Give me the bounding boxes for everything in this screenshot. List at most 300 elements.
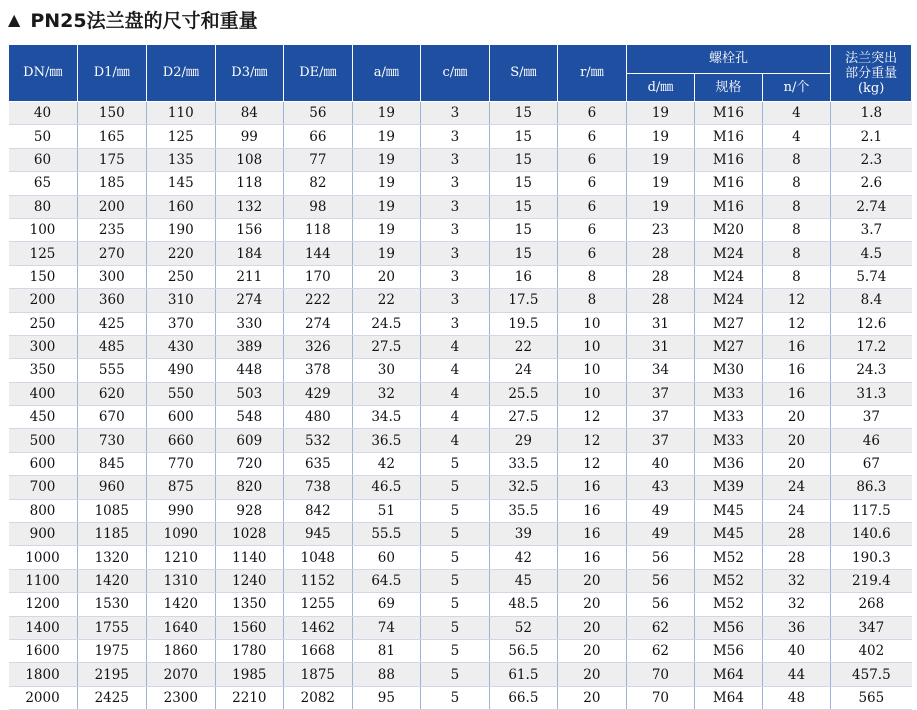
table-row (9, 335, 912, 358)
table-cell: 118 (215, 172, 284, 195)
table-cell: M56 (695, 639, 763, 662)
table-cell: 2195 (77, 663, 147, 686)
table-cell: 310 (147, 289, 216, 312)
table-row (9, 265, 912, 288)
table-cell: 600 (147, 406, 216, 429)
table-cell: 19.5 (489, 312, 558, 335)
table-cell: 1100 (9, 569, 78, 592)
table-cell: 5 (421, 499, 490, 522)
table-cell: 2000 (9, 686, 78, 709)
table-cell: 45 (489, 569, 558, 592)
table-cell: 200 (9, 289, 78, 312)
table-cell: 49 (626, 523, 695, 546)
table-cell: M24 (695, 242, 763, 265)
table-cell: 2.1 (831, 125, 912, 148)
table-cell: M24 (695, 265, 763, 288)
table-cell: 48 (762, 686, 831, 709)
table-cell: 36 (762, 616, 831, 639)
table-cell: 738 (284, 476, 353, 499)
table-cell: 8 (762, 172, 831, 195)
table-cell: 34.5 (352, 406, 421, 429)
table-cell: 10 (558, 382, 627, 405)
table-cell: 2.74 (831, 195, 912, 218)
table-cell: 945 (284, 523, 353, 546)
table-row (9, 546, 912, 569)
table-cell: M27 (695, 335, 763, 358)
table-cell: 4 (421, 335, 490, 358)
table-cell: 49 (626, 499, 695, 522)
table-cell: 200 (77, 195, 147, 218)
table-cell: 16 (558, 476, 627, 499)
table-cell: 1210 (147, 546, 216, 569)
table-cell: 16 (558, 499, 627, 522)
table-cell: 5 (421, 452, 490, 475)
table-cell: 144 (284, 242, 353, 265)
table-cell: M16 (695, 148, 763, 171)
table-cell: 2082 (284, 686, 353, 709)
table-cell: 31 (626, 335, 695, 358)
table-cell: 175 (77, 148, 147, 171)
table-cell: 360 (77, 289, 147, 312)
header-c: c/㎜ (421, 45, 490, 102)
table-row (9, 593, 912, 616)
table-cell: 51 (352, 499, 421, 522)
table-cell: 29 (489, 429, 558, 452)
table-cell: 55.5 (352, 523, 421, 546)
table-cell: 60 (352, 546, 421, 569)
table-cell: 268 (831, 593, 912, 616)
table-cell: 6 (558, 125, 627, 148)
table-cell: 609 (215, 429, 284, 452)
table-cell: 1462 (284, 616, 353, 639)
table-cell: 550 (147, 382, 216, 405)
table-cell: 32.5 (489, 476, 558, 499)
table-cell: 60 (9, 148, 78, 171)
table-cell: 1085 (77, 499, 147, 522)
table-cell: 8 (762, 265, 831, 288)
page-title (8, 6, 258, 32)
table-cell: 20 (762, 429, 831, 452)
table-cell: 5 (421, 686, 490, 709)
table-cell: 8.4 (831, 289, 912, 312)
header-weight-line2: 部分重量 (845, 65, 898, 81)
table-cell: 235 (77, 218, 147, 241)
table-cell: 32 (352, 382, 421, 405)
table-cell: 24 (762, 499, 831, 522)
table-cell: 3 (421, 125, 490, 148)
table-cell: 16 (558, 523, 627, 546)
table-cell: 145 (147, 172, 216, 195)
table-cell: 5 (421, 616, 490, 639)
table-cell: 1875 (284, 663, 353, 686)
table-cell: 720 (215, 452, 284, 475)
table-cell: 4 (421, 406, 490, 429)
table-cell: M27 (695, 312, 763, 335)
table-cell: 74 (352, 616, 421, 639)
triangle-icon: ▲ (8, 9, 21, 29)
table-cell: 81 (352, 639, 421, 662)
table-cell: 15 (489, 218, 558, 241)
table-cell: 670 (77, 406, 147, 429)
table-cell: 56 (626, 546, 695, 569)
table-cell: 274 (284, 312, 353, 335)
table-cell: 12 (762, 312, 831, 335)
table-cell: 24.3 (831, 359, 912, 382)
table-cell: 56 (284, 102, 353, 125)
table-cell: 17.2 (831, 335, 912, 358)
table-cell: 1000 (9, 546, 78, 569)
table-cell: M52 (695, 569, 763, 592)
table-cell: 250 (147, 265, 216, 288)
table-cell: 16 (558, 546, 627, 569)
table-cell: 389 (215, 335, 284, 358)
table-cell: 16 (762, 382, 831, 405)
table-cell: 211 (215, 265, 284, 288)
header-weight (831, 45, 912, 102)
table-cell: 48.5 (489, 593, 558, 616)
table-cell: 19 (352, 172, 421, 195)
table-cell: M16 (695, 125, 763, 148)
header-s: S/㎜ (489, 45, 558, 102)
table-cell: 3 (421, 312, 490, 335)
table-cell: 1420 (147, 593, 216, 616)
table-cell: 25.5 (489, 382, 558, 405)
table-cell: 22 (352, 289, 421, 312)
table-cell: 1860 (147, 639, 216, 662)
table-cell: 5 (421, 546, 490, 569)
table-cell: 503 (215, 382, 284, 405)
table-cell: 222 (284, 289, 353, 312)
table-cell: 16 (762, 359, 831, 382)
table-cell: 44 (762, 663, 831, 686)
table-cell: 1200 (9, 593, 78, 616)
table-cell: 8 (558, 289, 627, 312)
table-cell: 28 (626, 265, 695, 288)
table-cell: 110 (147, 102, 216, 125)
header-d3: D3/㎜ (215, 45, 284, 102)
table-cell: 50 (9, 125, 78, 148)
table-cell: 135 (147, 148, 216, 171)
header-de: DE/㎜ (284, 45, 353, 102)
table-cell: 485 (77, 335, 147, 358)
header-r: r/㎜ (558, 45, 627, 102)
table-cell: 480 (284, 406, 353, 429)
table-cell: M16 (695, 195, 763, 218)
table-row (9, 523, 912, 546)
table-cell: 1320 (77, 546, 147, 569)
table-cell: 400 (9, 382, 78, 405)
table-cell: 15 (489, 148, 558, 171)
table-cell: M33 (695, 429, 763, 452)
table-cell: 2070 (147, 663, 216, 686)
table-cell: 1400 (9, 616, 78, 639)
header-weight-line1: 法兰突出 (845, 50, 898, 66)
table-cell: 62 (626, 616, 695, 639)
header-bolt-group: 螺栓孔 (626, 45, 831, 74)
table-row (9, 686, 912, 709)
table-cell: 800 (9, 499, 78, 522)
table-cell: 32 (762, 569, 831, 592)
table-cell: 928 (215, 499, 284, 522)
table-cell: 190.3 (831, 546, 912, 569)
table-cell: 1255 (284, 593, 353, 616)
table-cell: 12 (762, 289, 831, 312)
table-cell: 125 (147, 125, 216, 148)
table-cell: 20 (558, 663, 627, 686)
table-cell: 4 (762, 125, 831, 148)
table-cell: 20 (558, 593, 627, 616)
table-cell: 150 (77, 102, 147, 125)
table-cell: 19 (626, 172, 695, 195)
table-cell: 15 (489, 102, 558, 125)
table-cell: 548 (215, 406, 284, 429)
table-cell: 19 (352, 125, 421, 148)
table-cell: 4 (421, 382, 490, 405)
table-cell: 250 (9, 312, 78, 335)
table-row (9, 499, 912, 522)
table-cell: 37 (626, 382, 695, 405)
table-cell: 2.3 (831, 148, 912, 171)
table-cell: 2300 (147, 686, 216, 709)
table-cell: 1975 (77, 639, 147, 662)
table-cell: 490 (147, 359, 216, 382)
table-cell: 8 (558, 265, 627, 288)
table-cell: 42 (489, 546, 558, 569)
table-cell: M24 (695, 289, 763, 312)
table-cell: M20 (695, 218, 763, 241)
table-cell: 77 (284, 148, 353, 171)
table-cell: 46 (831, 429, 912, 452)
table-cell: 170 (284, 265, 353, 288)
table-cell: 15 (489, 172, 558, 195)
table-cell: 845 (77, 452, 147, 475)
table-row (9, 242, 912, 265)
table-cell: 19 (626, 148, 695, 171)
table-cell: 16 (762, 335, 831, 358)
table-cell: 555 (77, 359, 147, 382)
table-cell: 820 (215, 476, 284, 499)
table-cell: 770 (147, 452, 216, 475)
table-cell: 1560 (215, 616, 284, 639)
table-row (9, 616, 912, 639)
table-cell: 43 (626, 476, 695, 499)
header-weight-line3: (kg) (857, 80, 885, 96)
table-cell: M33 (695, 406, 763, 429)
table-cell: 27.5 (489, 406, 558, 429)
table-cell: 378 (284, 359, 353, 382)
table-cell: 3 (421, 102, 490, 125)
table-cell: 3 (421, 242, 490, 265)
table-cell: 118 (284, 218, 353, 241)
table-cell: 1028 (215, 523, 284, 546)
table-cell: 185 (77, 172, 147, 195)
table-cell: 429 (284, 382, 353, 405)
table-cell: 8 (762, 218, 831, 241)
header-bolt-spec: 规格 (695, 74, 763, 102)
table-cell: 448 (215, 359, 284, 382)
table-cell: 1048 (284, 546, 353, 569)
table-cell: 61.5 (489, 663, 558, 686)
table-row (9, 148, 912, 171)
table-cell: 425 (77, 312, 147, 335)
table-cell: 20 (762, 406, 831, 429)
table-cell: 24 (762, 476, 831, 499)
table-cell: 31.3 (831, 382, 912, 405)
table-cell: 1600 (9, 639, 78, 662)
table-cell: 28 (626, 242, 695, 265)
table-cell: 20 (558, 686, 627, 709)
table-row (9, 218, 912, 241)
table-cell: 70 (626, 686, 695, 709)
table-cell: 960 (77, 476, 147, 499)
table-cell: M45 (695, 523, 763, 546)
table-cell: 5 (421, 593, 490, 616)
table-cell: 4 (421, 359, 490, 382)
table-row (9, 406, 912, 429)
table-row (9, 382, 912, 405)
table-cell: 6 (558, 172, 627, 195)
table-cell: 842 (284, 499, 353, 522)
table-cell: 24 (489, 359, 558, 382)
table-row (9, 172, 912, 195)
table-cell: 40 (762, 639, 831, 662)
table-cell: 190 (147, 218, 216, 241)
table-cell: 402 (831, 639, 912, 662)
table-cell: 20 (558, 616, 627, 639)
table-cell: 500 (9, 429, 78, 452)
table-cell: 635 (284, 452, 353, 475)
table-cell: 17.5 (489, 289, 558, 312)
table-cell: 32 (762, 593, 831, 616)
table-cell: 117.5 (831, 499, 912, 522)
table-cell: 1755 (77, 616, 147, 639)
table-cell: 150 (9, 265, 78, 288)
table-cell: 1090 (147, 523, 216, 546)
table-cell: 34 (626, 359, 695, 382)
table-cell: 4 (421, 429, 490, 452)
table-cell: 1.8 (831, 102, 912, 125)
page-title-text: PN25法兰盘的尺寸和重量 (30, 9, 258, 32)
table-cell: 6 (558, 148, 627, 171)
table-cell: 84 (215, 102, 284, 125)
table-cell: 184 (215, 242, 284, 265)
table-cell: 19 (626, 102, 695, 125)
table-cell: 15 (489, 242, 558, 265)
table-cell: 1800 (9, 663, 78, 686)
table-cell: 66 (284, 125, 353, 148)
table-cell: 39 (489, 523, 558, 546)
table-cell: 19 (352, 102, 421, 125)
table-cell: 5 (421, 663, 490, 686)
table-cell: 20 (558, 569, 627, 592)
table-cell: 10 (558, 359, 627, 382)
table-cell: 1985 (215, 663, 284, 686)
table-cell: 16 (489, 265, 558, 288)
table-cell: 620 (77, 382, 147, 405)
table-cell: 326 (284, 335, 353, 358)
table-cell: 125 (9, 242, 78, 265)
header-dn: DN/㎜ (9, 45, 78, 102)
table-cell: 730 (77, 429, 147, 452)
table-cell: 430 (147, 335, 216, 358)
table-cell: 12 (558, 406, 627, 429)
table-cell: 1140 (215, 546, 284, 569)
table-cell: 100 (9, 218, 78, 241)
table-cell: 270 (77, 242, 147, 265)
table-cell: 1420 (77, 569, 147, 592)
table-cell: 1668 (284, 639, 353, 662)
table-cell: 156 (215, 218, 284, 241)
table-cell: 140.6 (831, 523, 912, 546)
table-row (9, 102, 912, 125)
table-cell: 6 (558, 218, 627, 241)
table-cell: 28 (762, 546, 831, 569)
table-cell: 12.6 (831, 312, 912, 335)
table-cell: M36 (695, 452, 763, 475)
table-cell: 42 (352, 452, 421, 475)
table-cell: M30 (695, 359, 763, 382)
table-cell: 3 (421, 289, 490, 312)
table-cell: 37 (831, 406, 912, 429)
table-cell: M33 (695, 382, 763, 405)
table-cell: 24.5 (352, 312, 421, 335)
table-cell: 700 (9, 476, 78, 499)
table-cell: 160 (147, 195, 216, 218)
table-row (9, 639, 912, 662)
table-cell: 1152 (284, 569, 353, 592)
table-cell: 532 (284, 429, 353, 452)
table-cell: 99 (215, 125, 284, 148)
table-cell: 1350 (215, 593, 284, 616)
table-cell: M56 (695, 616, 763, 639)
table-cell: 8 (762, 242, 831, 265)
table-cell: 3 (421, 172, 490, 195)
table-cell: 46.5 (352, 476, 421, 499)
table-cell: 875 (147, 476, 216, 499)
table-cell: 64.5 (352, 569, 421, 592)
table-cell: 82 (284, 172, 353, 195)
table-cell: 31 (626, 312, 695, 335)
table-cell: 19 (352, 148, 421, 171)
header-a: a/㎜ (352, 45, 421, 102)
table-cell: 900 (9, 523, 78, 546)
table-cell: 23 (626, 218, 695, 241)
table-cell: 20 (352, 265, 421, 288)
table-cell: 15 (489, 195, 558, 218)
table-cell: 274 (215, 289, 284, 312)
table-cell: 10 (558, 312, 627, 335)
table-cell: M16 (695, 172, 763, 195)
table-cell: M52 (695, 546, 763, 569)
table-cell: 3.7 (831, 218, 912, 241)
table-cell: 108 (215, 148, 284, 171)
table-cell: 40 (626, 452, 695, 475)
table-cell: 40 (9, 102, 78, 125)
table-cell: 56.5 (489, 639, 558, 662)
table-cell: 95 (352, 686, 421, 709)
table-cell: 37 (626, 429, 695, 452)
table-cell: 5 (421, 476, 490, 499)
table-cell: 80 (9, 195, 78, 218)
table-row (9, 125, 912, 148)
table-cell: 8 (762, 195, 831, 218)
table-cell: 86.3 (831, 476, 912, 499)
table-cell: 132 (215, 195, 284, 218)
table-cell: 3 (421, 265, 490, 288)
table-row (9, 289, 912, 312)
table-cell: 28 (762, 523, 831, 546)
table-cell: 347 (831, 616, 912, 639)
